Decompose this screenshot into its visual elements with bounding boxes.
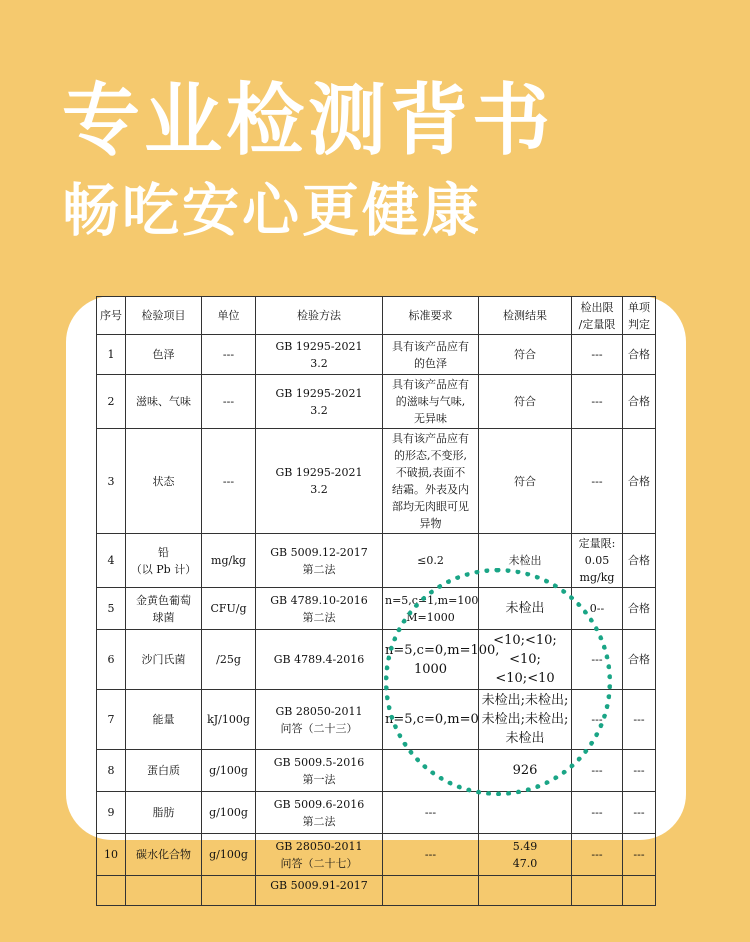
table-cell: --- [572,834,623,876]
table-cell: --- [202,429,256,534]
table-cell: --- [202,335,256,375]
table-cell [572,876,623,906]
table-cell: --- [202,375,256,429]
header-cell: 检验方法 [256,297,383,335]
table-row [97,834,656,876]
table-cell: n=5,c=1,m=100 M=1000 [383,588,479,630]
table-cell: GB 19295-2021 3.2 [256,335,383,375]
table-cell: 金黄色葡萄 球菌 [126,588,202,630]
table-cell: 蛋白质 [126,750,202,792]
header-cell: 检测结果 [479,297,572,335]
table-cell: --- [572,429,623,534]
table-cell [623,876,656,906]
header-cell: 标准要求 [383,297,479,335]
table-cell: ≤0.2 [383,534,479,588]
table-cell: 碳水化合物 [126,834,202,876]
table-row [97,876,656,906]
table-cell: 具有该产品应有 的形态,不变形, 不破损,表面不 结霜。外表及内 部均无肉眼可见 异物 [383,429,479,534]
table-cell [126,876,202,906]
table-cell: 滋味、气味 [126,375,202,429]
table-cell: --- [623,750,656,792]
table-cell: 具有该产品应有 的滋味与气味, 无异味 [383,375,479,429]
table-cell: --- [623,690,656,750]
table-cell: 沙门氏菌 [126,630,202,690]
table-cell: 926 [479,750,572,792]
header-cell: 检验项目 [126,297,202,335]
table-cell: 定量限: 0.05 mg/kg [572,534,623,588]
table-cell: 4 [97,534,126,588]
header-cell: 单项 判定 [623,297,656,335]
table-cell: 状态 [126,429,202,534]
table-cell: n=5,c=0,m=100, 1000 [383,630,479,690]
table-cell: --- [572,690,623,750]
table-cell: <10;<10;<10; <10;<10 [479,630,572,690]
table-cell: GB 5009.12-2017 第二法 [256,534,383,588]
header-cell: 序号 [97,297,126,335]
table-cell: 9 [97,792,126,834]
table-cell: 合格 [623,429,656,534]
table-cell: 5 [97,588,126,630]
table-cell: --- [572,375,623,429]
table-cell: GB 5009.5-2016 第一法 [256,750,383,792]
table-cell: GB 5009.6-2016 第二法 [256,792,383,834]
table-cell: 5.49 47.0 [479,834,572,876]
table-cell: 合格 [623,630,656,690]
table-row [97,375,656,429]
table-cell [479,792,572,834]
headline-line-2: 畅吃安心更健康 [62,178,482,244]
table-cell: 合格 [623,375,656,429]
table-row [97,534,656,588]
table-cell [383,876,479,906]
table-cell: GB 4789.10-2016 第二法 [256,588,383,630]
table-cell: 1 [97,335,126,375]
table-cell: GB 28050-2011 问答（二十三） [256,690,383,750]
table-cell: 合格 [623,534,656,588]
table-cell [202,876,256,906]
table-cell: /25g [202,630,256,690]
table-cell: 未检出 [479,588,572,630]
table-cell: 7 [97,690,126,750]
table-cell: --- [572,630,623,690]
table-cell: --- [623,792,656,834]
table-cell: 未检出;未检出; 未检出;未检出; 未检出 [479,690,572,750]
table-cell: 0-- [572,588,623,630]
table-cell: --- [572,335,623,375]
headline-line-1: 专业检测背书 [62,76,555,166]
table-header-row [97,297,656,335]
table-cell: 色泽 [126,335,202,375]
table-cell: n=5,c=0,m=0 [383,690,479,750]
table-cell: 2 [97,375,126,429]
table-cell: 具有该产品应有 的色泽 [383,335,479,375]
table-cell: 8 [97,750,126,792]
table-cell: GB 19295-2021 3.2 [256,375,383,429]
table-cell: 3 [97,429,126,534]
table-cell: 符合 [479,335,572,375]
table-cell: 未检出 [479,534,572,588]
table-cell: 6 [97,630,126,690]
table-cell [97,876,126,906]
header-cell: 单位 [202,297,256,335]
table-cell: 符合 [479,375,572,429]
header-cell: 检出限 /定量限 [572,297,623,335]
table-cell: GB 4789.4-2016 [256,630,383,690]
table-cell: --- [623,834,656,876]
table-cell: 能量 [126,690,202,750]
table-cell: mg/kg [202,534,256,588]
table-cell: 合格 [623,335,656,375]
table-row [97,792,656,834]
table-cell: kJ/100g [202,690,256,750]
table-cell: --- [572,792,623,834]
table-cell: GB 19295-2021 3.2 [256,429,383,534]
table-cell: g/100g [202,792,256,834]
table-cell [479,876,572,906]
table-cell: --- [383,834,479,876]
table-cell: 铅 （以 Pb 计） [126,534,202,588]
table-cell: --- [572,750,623,792]
table-cell: g/100g [202,750,256,792]
table-cell: 合格 [623,588,656,630]
table-cell: CFU/g [202,588,256,630]
table-cell: GB 5009.91-2017 [256,876,383,906]
table-row [97,429,656,534]
table-cell: --- [383,792,479,834]
table-row [97,335,656,375]
table-cell: g/100g [202,834,256,876]
table-cell: 脂肪 [126,792,202,834]
table-cell: GB 28050-2011 问答（二十七） [256,834,383,876]
table-cell: 10 [97,834,126,876]
report-card [66,296,686,892]
highlight-circle [384,568,612,796]
table-cell: 符合 [479,429,572,534]
